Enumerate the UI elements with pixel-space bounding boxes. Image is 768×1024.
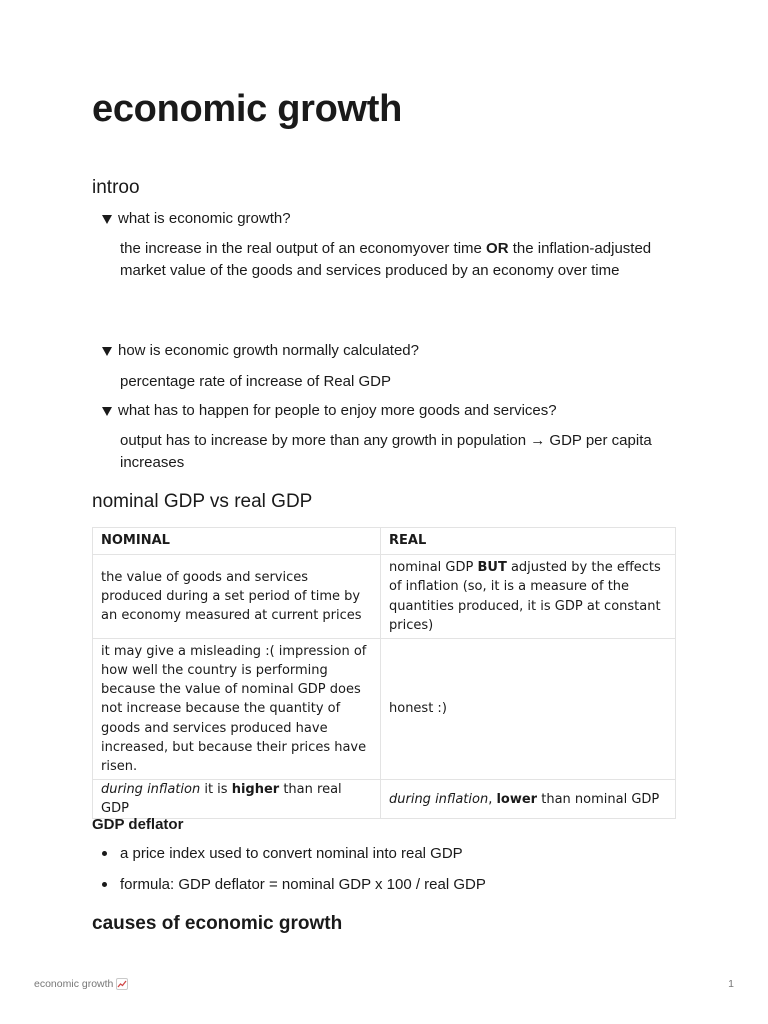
- nominal-vs-real-table: [92, 527, 676, 819]
- table-header-row: [93, 528, 676, 555]
- table-cell-real: nominal GDP BUT adjusted by the effects of inflation (so, it is a measure of the quantities produced, it is GDP at constant prices): [381, 555, 676, 639]
- chart-increasing-icon: [116, 978, 128, 990]
- toggle-label: what is economic growth?: [118, 210, 291, 227]
- answer-enjoy-more-goods: output has to increase by more than any growth in population → GDP per capita increases: [120, 432, 652, 471]
- toggle-label: what has to happen for people to enjoy more goods and services?: [118, 402, 557, 419]
- bullet-icon: [102, 882, 107, 887]
- table-header-real: REAL: [381, 528, 676, 555]
- page-title: economic growth: [92, 88, 403, 130]
- bullet-icon: [102, 851, 107, 856]
- list-item: formula: GDP deflator = nominal GDP x 100 / real GDP: [102, 876, 486, 893]
- answer-how-calculated: percentage rate of increase of Real GDP: [120, 373, 391, 390]
- toggle-triangle-icon[interactable]: [102, 347, 112, 356]
- section-heading-causes: causes of economic growth: [92, 913, 343, 934]
- toggle-triangle-icon[interactable]: [102, 215, 112, 224]
- footer-doc-name: economic growth: [34, 978, 128, 990]
- footer-page-number: 1: [728, 978, 734, 990]
- table-row: [93, 639, 676, 780]
- toggle-how-calculated[interactable]: [102, 342, 419, 359]
- subheading-gdp-deflator: GDP deflator: [92, 816, 184, 833]
- list-item: a price index used to convert nominal into real GDP: [102, 845, 463, 862]
- table-cell-nominal: it may give a misleading :( impression of how well the country is performing because the value of nominal GDP does not increase because the quantity of goods and services produced have increased, but because their prices have risen.: [93, 639, 381, 780]
- toggle-enjoy-more-goods[interactable]: [102, 402, 557, 419]
- section-heading-nominal-vs-real: nominal GDP vs real GDP: [92, 491, 313, 512]
- answer-what-is-growth: the increase in the real output of an economyover time OR the inflation-adjusted market value of the goods and services produced by an economy over time: [120, 240, 652, 279]
- toggle-label: how is economic growth normally calculated?: [118, 342, 419, 359]
- table-cell-real: during inflation, lower than nominal GDP: [381, 780, 676, 819]
- table-cell-nominal: during inflation it is higher than real GDP: [93, 780, 381, 819]
- section-heading-intro: introo: [92, 177, 140, 198]
- table-cell-real: honest :): [381, 639, 676, 780]
- toggle-what-is-growth[interactable]: [102, 210, 291, 227]
- table-row: [93, 555, 676, 639]
- table-header-nominal: NOMINAL: [93, 528, 381, 555]
- table-cell-nominal: the value of goods and services produced during a set period of time by an economy measured at current prices: [93, 555, 381, 639]
- toggle-triangle-icon[interactable]: [102, 407, 112, 416]
- table-row: [93, 780, 676, 819]
